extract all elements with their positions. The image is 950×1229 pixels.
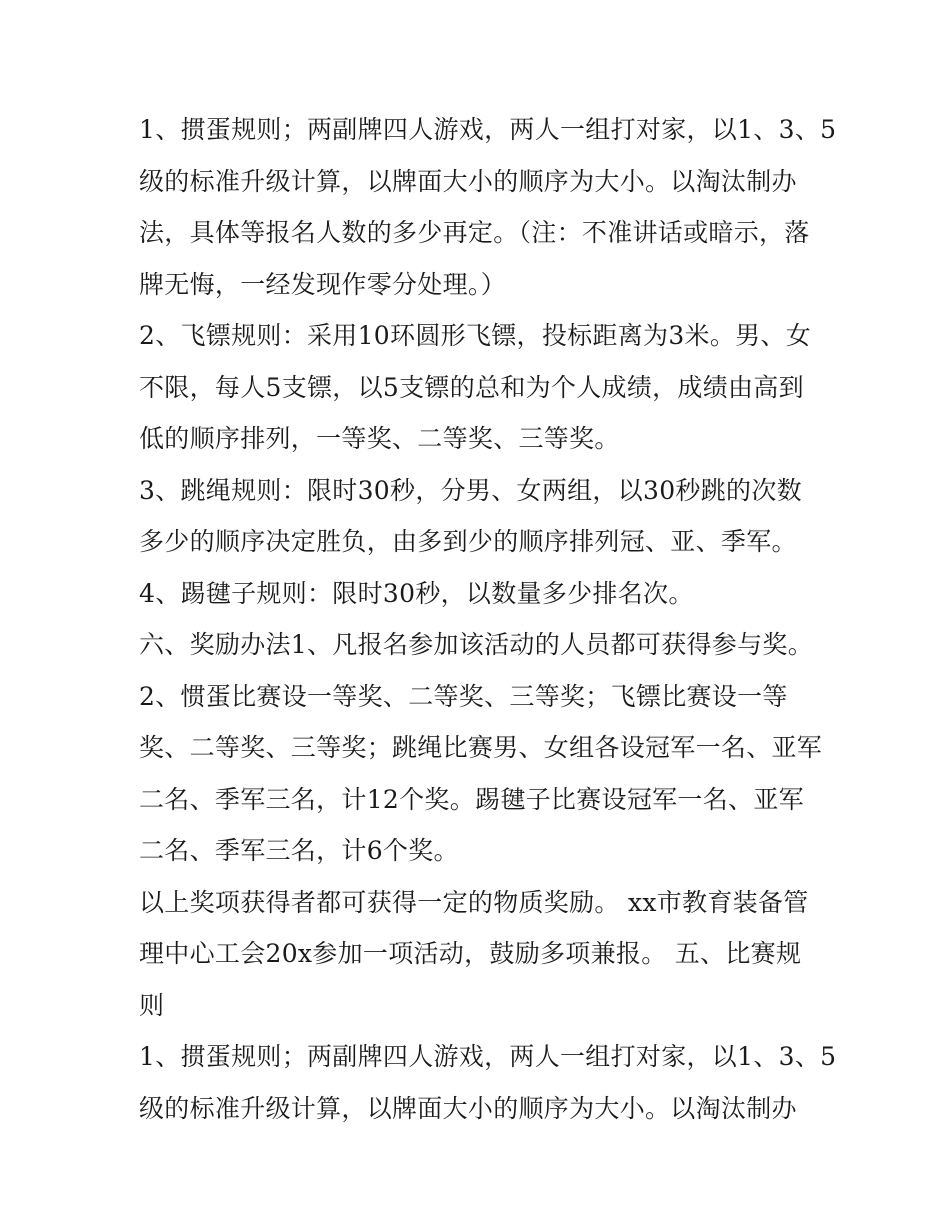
text-line: 理中心工会20x参加一项活动，鼓励多项兼报。 五、比赛规 [139, 939, 802, 968]
text-line: 4、踢毽子规则：限时30秒，以数量多少排名次。 [139, 578, 694, 608]
text-line: 3、跳绳规则：限时30秒，分男、女两组，以30秒跳的次数 [139, 475, 802, 505]
text-line: 2、惯蛋比赛设一等奖、二等奖、三等奖；飞镖比赛设一等 [139, 681, 788, 711]
text-line: 二名、季军三名，计6个奖。 [139, 836, 459, 865]
text-line: 以上奖项获得者都可获得一定的物质奖励。 xx市教育装备管 [139, 887, 809, 917]
text-line: 多少的顺序决定胜负，由多到少的顺序排列冠、亚、季军。 [139, 527, 797, 556]
text-line: 1、掼蛋规则；两副牌四人游戏，两人一组打对家，以1、3、5 [139, 1042, 837, 1071]
text-line: 级的标准升级计算，以牌面大小的顺序为大小。以淘汰制办 [139, 1093, 797, 1123]
text-line: 2、飞镖规则：采用10环圆形飞镖，投标距离为3米。男、女 [139, 321, 812, 350]
text-line: 1、掼蛋规则；两副牌四人游戏，两人一组打对家，以1、3、5 [139, 115, 837, 144]
text-line: 则 [139, 990, 165, 1020]
text-line: 不限，每人5支镖，以5支镖的总和为个人成绩，成绩由高到 [139, 372, 804, 402]
document-body [139, 104, 837, 1134]
text-line: 奖、二等奖、三等奖；跳绳比赛男、女组各设冠军一名、亚军 [139, 733, 823, 762]
text-line: 六、奖励办法1、凡报名参加该活动的人员都可获得参与奖。 [139, 630, 814, 659]
text-line: 级的标准升级计算，以牌面大小的顺序为大小。以淘汰制办 [139, 166, 797, 196]
text-line: 法，具体等报名人数的多少再定。（注：不准讲话或暗示，落 [139, 218, 810, 247]
text-line: 低的顺序排列，一等奖、二等奖、三等奖。 [139, 424, 620, 453]
text-line: 二名、季军三名，计12个奖。踢毽子比赛设冠军一名、亚军 [139, 784, 804, 814]
text-line: 牌无悔，一经发现作零分处理。） [139, 269, 507, 299]
